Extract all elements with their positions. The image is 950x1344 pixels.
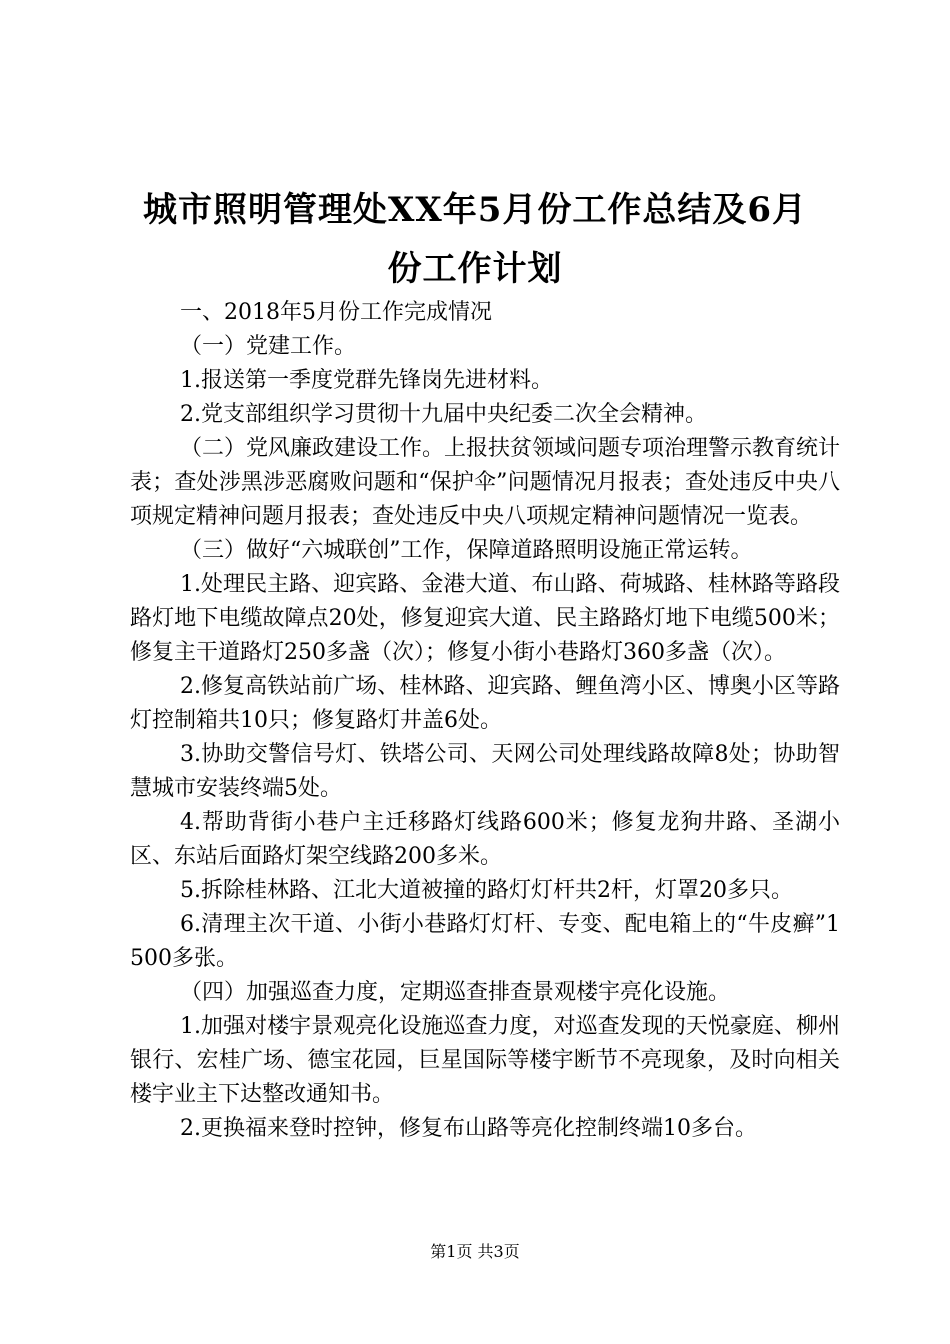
section-heading: 一、2018年5月份工作完成情况 (180, 300, 492, 325)
document-body (130, 296, 840, 1146)
subsection-heading: （四）加强巡查力度，定期巡查排查景观楼宇亮化设施。 (180, 980, 731, 1005)
subsection-paragraph: （二）党风廉政建设工作。上报扶贫领域问题专项治理警示教育统计表；查处涉黑涉恶腐败问题和“保护伞”问题情况月报表；查处违反中央八项规定精神问题月报表；查处违反中央八项规定精神问题情况一览表。 (130, 436, 841, 529)
list-item: 1.处理民主路、迎宾路、金港大道、布山路、荷城路、桂林路等路段路灯地下电缆故障点20处，修复迎宾大道、民主路路灯地下电缆500米；修复主干道路灯250多盏（次）；修复小街小巷路灯360多盏（次）。 (130, 572, 840, 665)
list-item: 1.报送第一季度党群先锋岗先进材料。 (180, 368, 553, 393)
document-title-line-1: 城市照明管理处XX年5月份工作总结及6月 (142, 190, 808, 230)
list-item: 2.党支部组织学习贯彻十九届中央纪委二次全会精神。 (180, 402, 707, 427)
list-item: 3.协助交警信号灯、铁塔公司、天网公司处理线路故障8处；协助智慧城市安装终端5处。 (130, 742, 840, 801)
list-item: 2.修复高铁站前广场、桂林路、迎宾路、鲤鱼湾小区、博奥小区等路灯控制箱共10只；修复路灯井盖6处。 (130, 674, 840, 733)
list-item: 5.拆除桂林路、江北大道被撞的路灯灯杆共2杆，灯罩20多只。 (180, 878, 793, 903)
document-title-line-2: 份工作计划 (387, 249, 563, 289)
subsection-heading: （三）做好“六城联创”工作，保障道路照明设施正常运转。 (180, 538, 753, 563)
list-item: 6.清理主次干道、小街小巷路灯灯杆、专变、配电箱上的“牛皮癣”1500多张。 (130, 912, 840, 971)
page-number-footer: 第1页 共3页 (430, 1242, 520, 1261)
list-item: 1.加强对楼宇景观亮化设施巡查力度，对巡查发现的天悦豪庭、柳州银行、宏桂广场、德宝花园，巨星国际等楼宇断节不亮现象，及时向相关楼宇业主下达整改通知书。 (130, 1014, 840, 1107)
subsection-heading: （一）党建工作。 (180, 334, 357, 359)
list-item: 4.帮助背街小巷户主迁移路灯线路600米；修复龙狗井路、圣湖小区、东站后面路灯架空线路200多米。 (130, 810, 840, 869)
list-item: 2.更换福来登时控钟，修复布山路等亮化控制终端10多台。 (180, 1116, 757, 1141)
